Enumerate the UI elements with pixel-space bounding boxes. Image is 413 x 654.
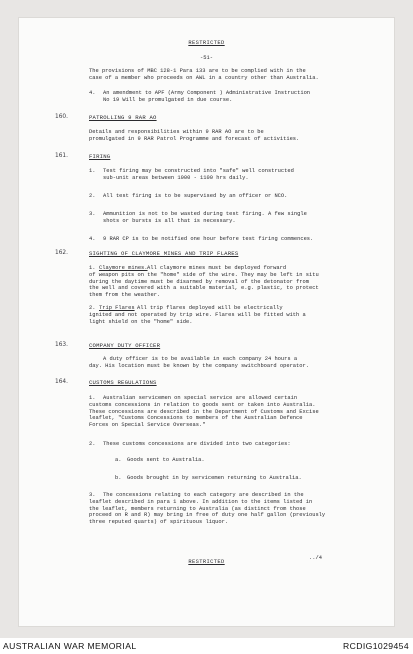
customs-item-3-number: 3. [89,492,96,498]
classification-footer: RESTRICTED [188,559,225,565]
customs-category-a-letter: a. [115,457,122,463]
intro-paragraph-1: The provisions of MBC 128-1 Para 133 are to be complied with in the case of a member who proceeds on AWL in a country other than Australia. [89,68,319,81]
intro-paragraph-2-number: 4. [89,90,96,96]
customs-category-b: Goods brought in by servicemen returning to Australia. [127,475,302,481]
section-163-body: A duty officer is to be available in each company 24 hours a day. His location must be known by the company switchboard operator. [89,356,309,369]
section-163-number: 163. [55,342,68,348]
trip-flares-item-text: All trip flares deployed will be electrically ignited and not operated by trip wire. Flares will be fitted with a light shield on the "home" side. [89,305,306,325]
continuation-marker: ../4 [309,555,322,561]
section-161-heading: FIRING [89,153,111,160]
firing-item-1-number: 1. [89,168,96,174]
section-163-heading: COMPANY DUTY OFFICER [89,342,161,349]
claymore-subheading: Claymore mines. [99,265,148,271]
page-number: -51- [200,55,213,61]
firing-item-4: 9 RAR CP is to be notified one hour before test firing commences. [103,236,314,242]
intro-paragraph-2: An amendment to APF (Army Component ) Administrative Instruction No 19 Will be promulgated in due course. [103,90,311,103]
customs-category-a: Goods sent to Australia. [127,457,205,463]
archive-caption-bar [0,638,413,654]
customs-category-b-letter: b. [115,475,122,481]
section-160-number: 160. [55,114,68,120]
customs-item-2-number: 2. [89,441,96,447]
customs-item-1: Australian servicemen on special service are allowed certain customs concessions in relation to goods sent or taken into Australia. These concessions are described in the Department of Customs and Excise leaflet, "Customs Concessions to members of the Australian Defence Forces on Special Service Overseas." [89,395,319,429]
firing-item-1: Test firing may be constructed into "safe" well constructed sub-unit areas between 1000 - 1100 hrs daily. [103,168,294,181]
firing-item-3-number: 3. [89,211,96,217]
archive-institution: AUSTRALIAN WAR MEMORIAL [3,641,137,651]
firing-item-4-number: 4. [89,236,96,242]
trip-flares-subheading: Trip Flares [99,305,135,311]
section-164-number: 164. [55,379,68,385]
archive-record-id: RCDIG1029454 [343,641,409,651]
customs-item-1-number: 1. [89,395,96,401]
section-164-heading: CUSTOMS REGULATIONS [89,379,157,386]
section-161-number: 161. [55,153,68,159]
firing-item-2: All test firing is to be supervised by an officer or NCO. [103,193,288,199]
section-160-body: Details and responsibilities within 9 RAR AO are to be promulgated in 9 RAR Patrol Programme and forecast of activities. [89,129,300,142]
customs-item-2: These customs concessions are divided into two categories: [103,441,291,447]
firing-item-3: Ammunition is not to be wasted during test firing. A few single shots or bursts is all that is necessary. [103,211,307,224]
claymore-item-text: All claymore mines must be deployed forward of weapon pits on the "home" side of the wire. They may be left in situ during the daytime must be disarmed by removal of the detonator from the well and covered with a suitable material, e.g. plastic, to protect them from the weather. [89,265,319,299]
claymore-item-number: 1. [89,265,96,271]
trip-flares-item-number: 2. [89,305,96,311]
customs-item-3: The concessions relating to each category are described in the leaflet described in para 1 above. In addition to the items listed in the leaflet, members returning to Australia (as distinct from those proceed on R and R) may bring in free of duty one half gallon (previously three reputed quarts) of spirituous liquor. [89,492,326,526]
document-page [19,18,394,626]
classification-header: RESTRICTED [188,40,225,46]
section-162-heading: SIGHTING OF CLAYMORE MINES AND TRIP FLARES [89,250,239,257]
section-162-number: 162. [55,250,68,256]
section-160-heading: PATROLLING 9 RAR AO [89,114,157,121]
firing-item-2-number: 2. [89,193,96,199]
